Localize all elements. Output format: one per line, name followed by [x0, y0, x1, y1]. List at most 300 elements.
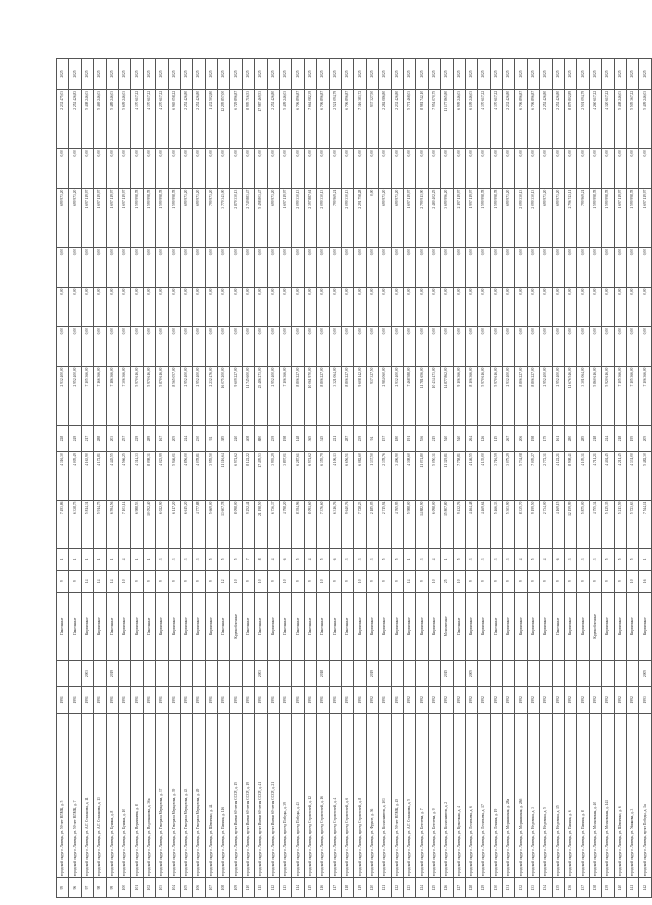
table-cell: 4 464,48	[465, 500, 477, 548]
table-cell: 195	[626, 425, 638, 451]
table-cell: 0,00	[317, 149, 329, 189]
table-cell: 3	[366, 548, 378, 570]
table-cell: 0,00	[143, 287, 155, 327]
table-cell: 2 952 400,00	[540, 366, 552, 425]
table-cell: 0,00	[143, 149, 155, 189]
table-cell: 161	[552, 425, 564, 451]
table-cell: 5 408 246,03	[81, 89, 93, 148]
table-cell: 6 736,37	[267, 500, 279, 548]
table-cell: 122	[391, 878, 403, 898]
table-cell: 1 599 998,78	[143, 188, 155, 247]
table-cell: 0,00	[490, 287, 502, 327]
table-cell: Кирпичные	[118, 592, 130, 660]
table-cell: городской округ г. Липецк, ул. Московская, д. 141	[602, 713, 614, 878]
table-cell: 0,00	[218, 247, 230, 287]
table-cell: Кирпичные	[391, 592, 403, 660]
table-cell: 12 159,99	[565, 500, 577, 548]
table-cell: 5 920 616,00	[602, 366, 614, 425]
table-cell: городской округ г. Липецк, ул. 50-лет НЛМК, д. 7	[69, 713, 81, 878]
table-cell: 6 706 896,87	[515, 89, 527, 148]
table-cell: 2 099 330,13	[515, 188, 527, 247]
table-cell: 11 177 865,80	[441, 89, 453, 148]
table-cell: 9	[341, 570, 353, 592]
table-cell: 8 806 227,00	[317, 366, 329, 425]
table-cell: 114	[292, 878, 304, 898]
table-cell	[304, 660, 316, 686]
table-cell: 11 745 600,00	[242, 366, 254, 425]
table-cell: 175	[540, 425, 552, 451]
table-cell: 2 521 094,79	[329, 89, 341, 148]
table-cell: 1	[69, 548, 81, 570]
table-cell: 2025	[106, 59, 118, 90]
table-cell: 0,00	[391, 149, 403, 189]
table-cell: городской округ г. Липецк, ул. Космонавтов, д. 2	[441, 713, 453, 878]
table-cell: Кирпичные	[614, 592, 626, 660]
table-cell: 1 697 119,97	[403, 188, 415, 247]
table-cell: 0,00	[317, 287, 329, 327]
table-cell: 0,00	[205, 247, 217, 287]
table-cell: 1991	[156, 687, 168, 713]
table-cell: 0,00	[490, 327, 502, 367]
table-cell: 1991	[329, 687, 341, 713]
table-cell: 699 973,20	[193, 188, 205, 247]
table-row	[527, 59, 539, 898]
table-cell: 0,00	[527, 327, 539, 367]
table-cell: 123	[403, 878, 415, 898]
table-cell: 0,00	[639, 247, 651, 287]
table-cell: 536	[416, 425, 428, 451]
table-cell: Панельные	[317, 592, 329, 660]
table-row	[106, 59, 118, 898]
table-cell: 2019	[366, 660, 378, 686]
table-cell: 2 252 426,80	[267, 89, 279, 148]
table-cell: 15 807,80	[441, 500, 453, 548]
table-cell: 0,00	[230, 149, 242, 189]
table-cell: 240	[230, 425, 242, 451]
table-cell: 0,00	[267, 247, 279, 287]
table-cell: 5	[391, 548, 403, 570]
table-cell	[565, 660, 577, 686]
table-cell: 0,00	[57, 247, 69, 287]
table-cell: 10 434 473,00	[428, 366, 440, 425]
table-cell: Кирпичные	[81, 592, 93, 660]
table-cell	[329, 660, 341, 686]
table-cell: 0,00	[515, 247, 527, 287]
table-cell: 0,00	[280, 327, 292, 367]
table-cell: 7 493,86	[57, 500, 69, 548]
table-cell: 2 232 426,80	[503, 89, 515, 148]
table-cell: 127	[453, 878, 465, 898]
table-cell: 0,00	[304, 149, 316, 189]
table-cell: 101	[131, 878, 143, 898]
table-cell: 0,00	[255, 149, 267, 189]
table-cell: 2 099 330,13	[292, 188, 304, 247]
table-cell: 2025	[267, 59, 279, 90]
table-cell: 1 337,50	[366, 452, 378, 500]
table-cell: 9	[577, 570, 589, 592]
table-cell: 1992	[614, 687, 626, 713]
table-cell: городской округ г. Липецк, ул. А.Г. Стаханова, д. 5	[403, 713, 415, 878]
table-cell: 0,00	[205, 327, 217, 367]
table-cell: 0,00	[379, 327, 391, 367]
table-cell: Кирпичные	[565, 592, 577, 660]
table-cell: 17 987 469,53	[255, 89, 267, 148]
table-cell: 7 758,81	[453, 452, 465, 500]
table-cell: 2025	[565, 59, 577, 90]
table-cell: 6 082,60	[354, 452, 366, 500]
table-cell: 244	[180, 425, 192, 451]
table-row	[639, 59, 651, 898]
table-cell: 0,00	[218, 327, 230, 367]
table-cell: 3 301 064,00	[577, 366, 589, 425]
table-cell: 157	[379, 425, 391, 451]
table-cell: 239	[267, 425, 279, 451]
table-cell: 9	[379, 570, 391, 592]
table-cell: 3 993,29	[267, 452, 279, 500]
table-cell: 2025	[602, 59, 614, 90]
table-row	[131, 59, 143, 898]
table-cell: городской округ г. Липецк, ул. 50-лет НЛМК, д. 5	[57, 713, 69, 878]
table-cell: 16 075 200,00	[218, 366, 230, 425]
table-cell: 2 252 426,83	[69, 89, 81, 148]
table-cell: Панельные	[329, 592, 341, 660]
table-cell: 0,00	[503, 327, 515, 367]
table-cell: 699 973,20	[503, 188, 515, 247]
table-cell: 2 252 426,80	[193, 89, 205, 148]
table-cell: 0,00	[465, 287, 477, 327]
table-cell: 4 445,55	[106, 452, 118, 500]
table-cell: 6	[552, 548, 564, 570]
table-cell: 0,00	[180, 149, 192, 189]
table-cell: Панельные	[143, 592, 155, 660]
table-cell: 6 706 896,87	[292, 89, 304, 148]
table-cell: 0,00	[366, 188, 378, 247]
table-cell: 6 909 246,03	[453, 89, 465, 148]
table-cell	[354, 660, 366, 686]
table-cell: 0,00	[589, 287, 601, 327]
table-cell: 0,00	[267, 149, 279, 189]
table-cell: 0,00	[465, 149, 477, 189]
table-cell: 107	[205, 878, 217, 898]
table-cell: 2025	[354, 59, 366, 90]
table-cell: 108	[218, 878, 230, 898]
table-cell: 0,00	[403, 247, 415, 287]
table-cell: 138	[589, 878, 601, 898]
table-cell: Панельные	[106, 592, 118, 660]
table-cell: 0,00	[552, 247, 564, 287]
table-cell: 937 327,50	[366, 366, 378, 425]
table-cell: 5	[230, 548, 242, 570]
table-cell: 5 875,00	[577, 500, 589, 548]
table-cell: 6 729 896,87	[230, 89, 242, 148]
table-cell: 0,00	[118, 287, 130, 327]
table-cell: 1	[639, 548, 651, 570]
table-cell: 2025	[118, 59, 130, 90]
table-cell: 94	[366, 425, 378, 451]
table-cell: 1992	[503, 687, 515, 713]
table-cell: 799 969,21	[577, 188, 589, 247]
table-cell: 2025	[527, 59, 539, 90]
table-cell: 198	[527, 425, 539, 451]
table-cell: 2 952 400,00	[193, 366, 205, 425]
table-cell: 1991	[391, 687, 403, 713]
table-cell: 9 199,50	[527, 500, 539, 548]
table-cell: 12 295 857,00	[218, 89, 230, 148]
table-cell: 385	[218, 425, 230, 451]
table-cell: городской округ г. Липецк, ул. Неделина, д. 3	[527, 713, 539, 878]
table-row	[391, 59, 403, 898]
table-row	[341, 59, 353, 898]
table-cell: Кирпичные	[527, 592, 539, 660]
table-cell: 8 106 366,00	[465, 366, 477, 425]
table-row	[193, 59, 205, 898]
table-cell: 2025	[292, 59, 304, 90]
table-row	[304, 59, 316, 898]
table-cell: 1992	[527, 687, 539, 713]
table-cell: 0,00	[280, 287, 292, 327]
table-row	[366, 59, 378, 898]
table-cell: 1992	[515, 687, 527, 713]
table-cell: 11 676 546,00	[565, 366, 577, 425]
table-cell: 0,00	[131, 327, 143, 367]
table-cell: 2025	[478, 59, 490, 90]
table-cell: 1992	[577, 687, 589, 713]
table-cell: 4 314,33	[131, 452, 143, 500]
table-row	[280, 59, 292, 898]
table-cell: 2025	[577, 59, 589, 90]
table-cell: 1 432 502,80	[205, 89, 217, 148]
table-cell: 3	[465, 548, 477, 570]
table-cell: 2025	[465, 59, 477, 90]
table-cell: 118	[341, 878, 353, 898]
table-cell: 0,00	[304, 287, 316, 327]
table-cell: 7 544,11	[639, 500, 651, 548]
table-cell: 0,00	[354, 327, 366, 367]
table-cell: 0,00	[540, 149, 552, 189]
table-cell: городской округ г. Липецк, ул. Космонавтов, д. 103	[379, 713, 391, 878]
table-cell: городской округ г. Липецк, ул. 50-лет НЛМК, д. 45	[391, 713, 403, 878]
table-cell: 2019	[106, 660, 118, 686]
table-cell: городской округ г. Липецк, ул. А.Г. Стаханова, д. 13	[94, 713, 106, 878]
table-cell: 0,00	[230, 247, 242, 287]
table-row	[94, 59, 106, 898]
table-cell: 2025	[69, 59, 81, 90]
table-cell: 0,00	[428, 247, 440, 287]
table-cell: 139	[602, 878, 614, 898]
table-cell: городской округ г. Липецк, проезд Победы, д. 39	[280, 713, 292, 878]
table-cell: 0,00	[379, 287, 391, 327]
table-cell: 0,00	[57, 149, 69, 189]
table-cell: 9	[292, 570, 304, 592]
table-cell: 217	[81, 425, 93, 451]
table-cell: Кирпичные	[193, 592, 205, 660]
table-cell: городской округ г. Липецк, ул. Моршанская, д. 28а	[503, 713, 515, 878]
table-cell: 2025	[81, 59, 93, 90]
table-cell: 2025	[329, 59, 341, 90]
table-cell: 0,00	[403, 327, 415, 367]
table-cell: 8 806 227,00	[341, 366, 353, 425]
table-cell: 1991	[118, 687, 130, 713]
table-cell: Кирпичные	[180, 592, 192, 660]
table-cell: 9	[490, 570, 502, 592]
table-cell: 6 706 896,87	[317, 89, 329, 148]
table-cell: 7 166 366,00	[94, 366, 106, 425]
table-cell: 0,00	[478, 149, 490, 189]
table-cell: Панельные	[490, 592, 502, 660]
table-cell: 699 973,20	[69, 188, 81, 247]
table-cell: 5 970 616,00	[131, 366, 143, 425]
table-cell: 0,00	[366, 247, 378, 287]
table-cell: 0,00	[292, 247, 304, 287]
table-cell: 2 799 913,90	[416, 188, 428, 247]
table-cell: 2 952 400,00	[69, 366, 81, 425]
table-cell: 14	[106, 570, 118, 592]
table-cell: 280	[565, 425, 577, 451]
table-cell: 148	[292, 425, 304, 451]
table-cell: 2 932 400,00	[391, 366, 403, 425]
table-cell: 6 988,53	[131, 500, 143, 548]
table-cell: 9	[242, 570, 254, 592]
table-cell: 6 706 896,87	[341, 89, 353, 148]
table-cell: 0,00	[540, 327, 552, 367]
table-cell: 3	[193, 548, 205, 570]
table-cell: 5 466,33	[490, 500, 502, 548]
table-cell: 2 397 887,61	[304, 188, 316, 247]
table-cell: 9	[540, 570, 552, 592]
table-cell: 2 796 743,11	[565, 188, 577, 247]
table-cell: 7 106 366,00	[280, 366, 292, 425]
table-cell: Монолитные	[441, 592, 453, 660]
table-cell: 129	[478, 878, 490, 898]
table-cell: Кирпичные	[478, 592, 490, 660]
table-cell: 9 640,76	[341, 500, 353, 548]
table-cell: 167	[156, 425, 168, 451]
table-cell: 5 409 246,03	[280, 89, 292, 148]
table-cell: 0,00	[180, 327, 192, 367]
table-cell	[143, 660, 155, 686]
table-cell: 8 981 742,10	[416, 89, 428, 148]
table-cell: 6 355,79	[317, 452, 329, 500]
table-cell: 0,00	[106, 149, 118, 189]
table-cell: 1991	[205, 687, 217, 713]
table-cell: 205	[639, 425, 651, 451]
table-cell: 9	[205, 570, 217, 592]
table-cell: 1992	[602, 687, 614, 713]
table-cell: 5 213,59	[614, 500, 626, 548]
table-cell: 3 716,59	[490, 452, 502, 500]
table-cell: 4 316,30	[57, 452, 69, 500]
table-cell: 1 599 998,78	[168, 188, 180, 247]
table-cell: 0,00	[341, 247, 353, 287]
table-cell: 0,00	[639, 287, 651, 327]
table-cell: Кирпичные	[428, 592, 440, 660]
table-cell	[527, 660, 539, 686]
table-cell: 11 116,64	[218, 452, 230, 500]
table-row	[490, 59, 502, 898]
table-cell: городской округ г. Липецк, ул. Генерала Меркулова, д. 39	[168, 713, 180, 878]
table-cell: 0,00	[94, 247, 106, 287]
table-cell: Кирпичные	[602, 592, 614, 660]
table-cell: 0,00	[156, 149, 168, 189]
table-cell: городской округ г. Липецк, ул. Водопьянова, д. 36а	[143, 713, 155, 878]
table-cell: 0,00	[242, 287, 254, 327]
table-cell: 2 252 426,80	[540, 89, 552, 148]
table-cell: 5	[218, 548, 230, 570]
table-cell: 289	[143, 425, 155, 451]
table-cell: 0,00	[602, 327, 614, 367]
table-cell: 0,00	[552, 149, 564, 189]
table-cell: 0,00	[527, 287, 539, 327]
table-row	[403, 59, 415, 898]
table-cell: 0,00	[69, 247, 81, 287]
table-cell: Кирпичные	[156, 592, 168, 660]
table-cell: 0,00	[565, 247, 577, 287]
table-cell: 11 329,81	[441, 452, 453, 500]
table-cell: 141	[626, 878, 638, 898]
table-cell: 2025	[57, 59, 69, 90]
table-cell: 99	[106, 878, 118, 898]
table-cell: 9	[602, 570, 614, 592]
table-cell: 5	[317, 548, 329, 570]
table-cell: 1992	[441, 687, 453, 713]
table-cell: 1993	[639, 687, 651, 713]
table-cell: 96	[69, 878, 81, 898]
table-cell	[341, 660, 353, 686]
table-cell: 9	[193, 570, 205, 592]
table-cell: 124	[416, 878, 428, 898]
table-cell	[69, 660, 81, 686]
table-cell: 2 879 330,13	[230, 188, 242, 247]
table-cell: 2025	[205, 59, 217, 90]
table-cell: 9	[329, 570, 341, 592]
table-row	[614, 59, 626, 898]
table-cell: 1 697 119,97	[614, 188, 626, 247]
table-cell: 9	[156, 570, 168, 592]
table-cell: 1 697 119,97	[280, 188, 292, 247]
table-cell: 0,00	[242, 327, 254, 367]
table-cell: 1992	[416, 687, 428, 713]
table-cell: 7 105 366,00	[81, 366, 93, 425]
table-cell: 117	[329, 878, 341, 898]
table-cell: 1	[57, 548, 69, 570]
table-cell: 7 954 070,75	[428, 89, 440, 148]
table-cell: 1992	[589, 687, 601, 713]
table-cell: городской округ г. Липецк, ул. Вермишева, д. 8	[131, 713, 143, 878]
table-cell: 0,00	[428, 327, 440, 367]
table-cell: 699 973,20	[267, 188, 279, 247]
table-cell: 105	[180, 878, 192, 898]
table-cell: 699 973,20	[540, 188, 552, 247]
table-cell: 0,00	[441, 327, 453, 367]
table-cell: 4 370 617,22	[143, 89, 155, 148]
table-cell: 1991	[180, 687, 192, 713]
table-cell: 180	[391, 425, 403, 451]
table-cell: 1 697 119,97	[106, 188, 118, 247]
table-cell: 1992	[565, 687, 577, 713]
table-cell: 2 378,76	[379, 452, 391, 500]
table-cell: 6 022,90	[156, 500, 168, 548]
table-cell	[552, 660, 564, 686]
table-cell: 3 779 343,00	[218, 188, 230, 247]
table-cell: 5	[614, 548, 626, 570]
table-cell: 0,00	[403, 287, 415, 327]
table-cell: 4 260 617,22	[589, 89, 601, 148]
table-cell: 8 394,96	[292, 500, 304, 548]
table-cell: 699 973,20	[391, 188, 403, 247]
table-cell: Кирпичные	[540, 592, 552, 660]
table-cell: 10 052,40	[143, 500, 155, 548]
table-cell: 7 105 366,00	[614, 366, 626, 425]
